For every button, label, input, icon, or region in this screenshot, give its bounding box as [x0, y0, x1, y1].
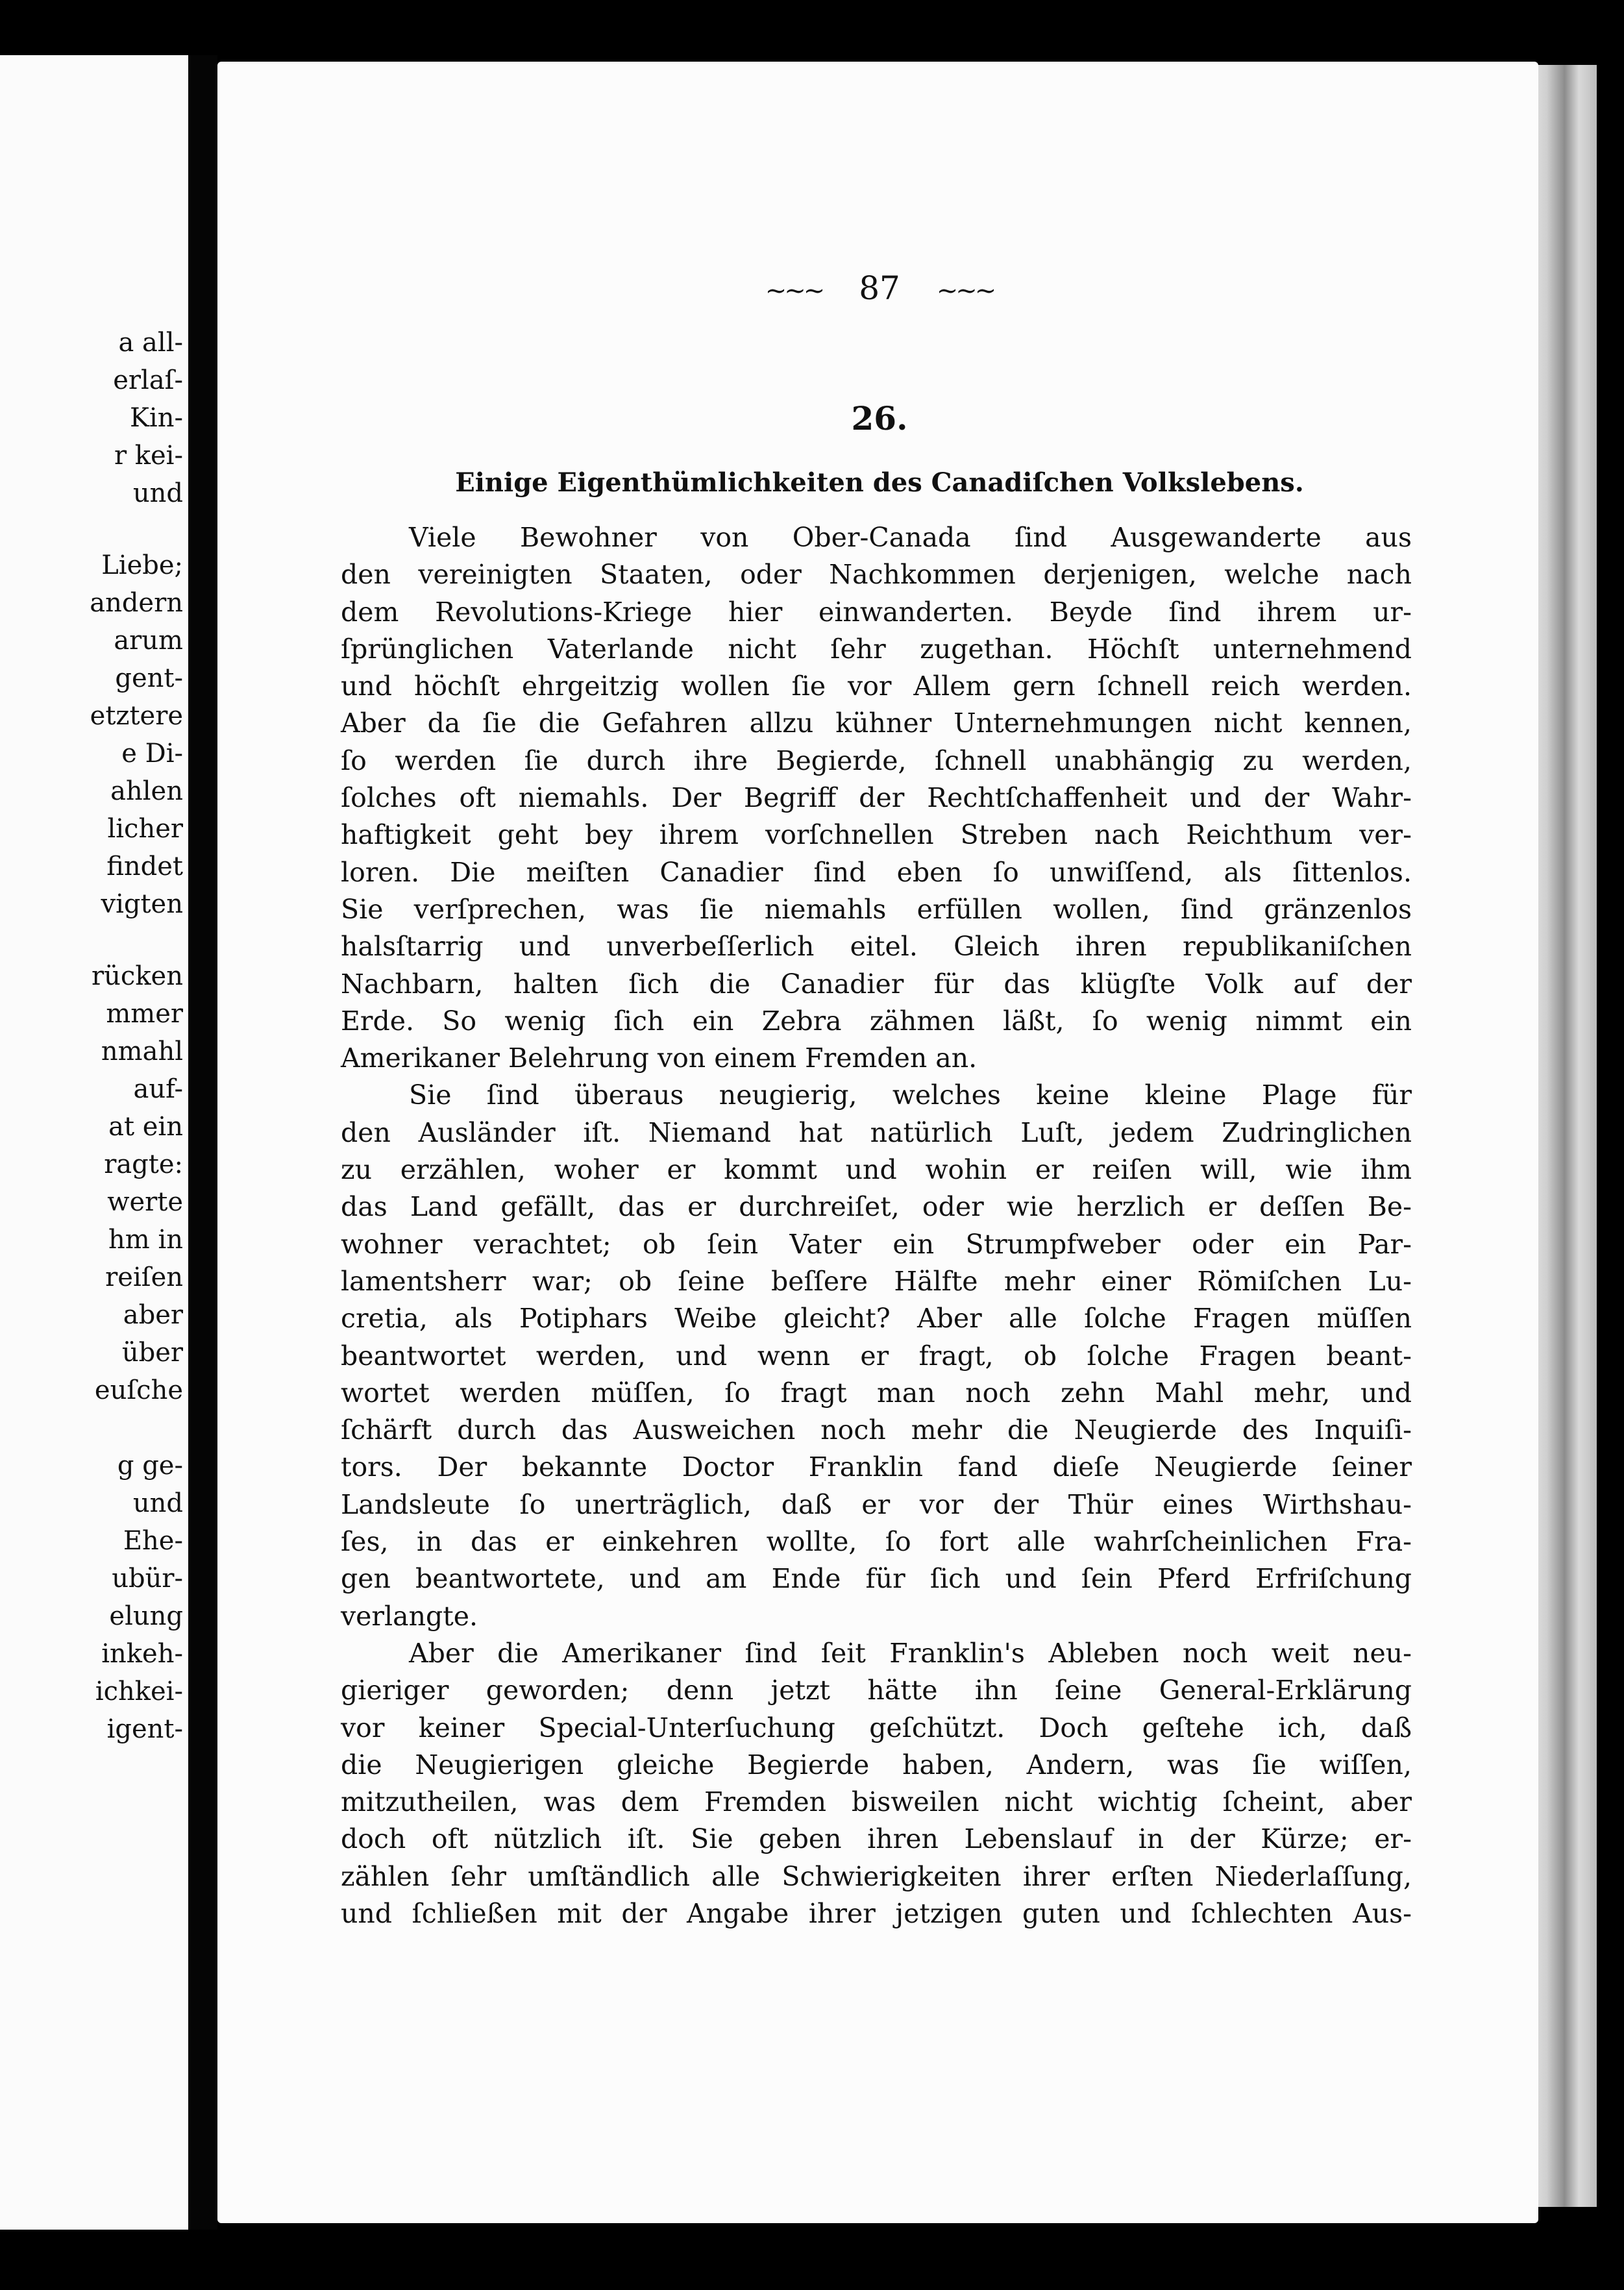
facing-page-line: über [121, 1338, 183, 1368]
text-line: Amerikaner Belehrung von einem Fremden an. [341, 1042, 978, 1074]
text-line: die Neugierigen gleiche Begierde haben, Andern, was ſie wiſſen, [341, 1749, 1412, 1780]
text-line: den vereinigten Staaten, oder Nachkommen derjenigen, welche nach [341, 559, 1412, 591]
facing-page-line: mmer [106, 999, 183, 1029]
text-line: gieriger geworden; denn jetzt hätte ihn ſeine General-Erklärung [341, 1675, 1412, 1706]
text-line: ſo werden ſie durch ihre Begierde, ſchnell unabhängig zu werden, [341, 745, 1412, 776]
facing-page-line: igent- [106, 1714, 183, 1744]
text-line: lamentsherr war; ob ſeine beſſere Hälfte mehr einer Römiſchen Lu- [341, 1265, 1412, 1297]
facing-page-line: andern [90, 588, 183, 618]
text-line: Sie ſind überaus neugierig, welches keine kleine Plage für [409, 1079, 1412, 1111]
text-line: mitzutheilen, was dem Fremden bisweilen nicht wichtig ſcheint, aber [341, 1786, 1412, 1818]
text-line: ſes, in das er einkehren wollte, ſo fort alle wahrſcheinlichen Fra- [341, 1526, 1412, 1558]
text-line: ſprünglichen Vaterlande nicht ſehr zugethan. Höchſt unternehmend [341, 633, 1412, 665]
text-line: cretia, als Potiphars Weibe gleicht? Aber alle ſolche Fragen müſſen [341, 1303, 1412, 1335]
facing-page-line: at ein [108, 1112, 183, 1142]
facing-page-line: g ge- [117, 1451, 183, 1481]
text-line: zu erzählen, woher er kommt und wohin er reiſen will, wie ihm [341, 1154, 1412, 1186]
text-line: loren. Die meiſten Canadier ſind eben ſo unwiſſend, als ſittenlos. [341, 856, 1412, 888]
facing-page-line: elung [109, 1601, 183, 1631]
facing-page-line: und [132, 1488, 183, 1518]
facing-page [0, 55, 188, 2230]
facing-page-line: rücken [92, 961, 183, 991]
text-line: zählen ſehr umſtändlich alle Schwierigkeiten ihrer erſten Niederlaſſung, [341, 1860, 1412, 1892]
facing-page-line: Kin- [130, 403, 183, 433]
facing-page-line: euſche [94, 1375, 183, 1405]
text-line: Erde. So wenig ſich ein Zebra zähmen läßt, ſo wenig nimmt ein [341, 1005, 1412, 1037]
section-number: 26. [851, 399, 908, 437]
facing-page-line: Liebe; [101, 550, 183, 580]
facing-page-line: inkeh- [101, 1639, 183, 1669]
facing-page-line: und [132, 478, 183, 508]
text-line: tors. Der bekannte Doctor Franklin fand dieſe Neugierde ſeiner [341, 1451, 1412, 1483]
text-line: verlangte. [341, 1600, 478, 1632]
text-line: ſolches oft niemahls. Der Begriff der Rechtſchaffenheit und der Wahr- [341, 782, 1412, 814]
facing-page-line: findet [106, 852, 183, 881]
facing-page-line: auf- [133, 1074, 183, 1104]
text-line: wortet werden müſſen, ſo fragt man noch zehn Mahl mehr, und [341, 1377, 1412, 1409]
facing-page-line: nmahl [101, 1037, 183, 1066]
text-line: das Land gefällt, das er durchreiſet, oder wie herzlich er deſſen Be- [341, 1191, 1412, 1223]
text-line: beantwortet werden, und wenn er fragt, ob ſolche Fragen beant- [341, 1340, 1412, 1372]
text-line: Aber da ſie die Gefahren allzu kühner Unternehmungen nicht kennen, [341, 708, 1412, 739]
facing-page-line: hm in [108, 1225, 183, 1255]
facing-page-line: ragte: [104, 1150, 183, 1179]
book-page [217, 62, 1538, 2223]
facing-page-line: aber [123, 1300, 183, 1330]
text-line: Viele Bewohner von Ober-Canada ſind Ausgewanderte aus [409, 522, 1412, 553]
facing-page-line: a all- [118, 328, 183, 358]
text-line: halsſtarrig und unverbeſſerlich eitel. Gleich ihren republikaniſchen [341, 931, 1412, 963]
body-text [341, 519, 1412, 1932]
ornament-left: ~~~ [765, 276, 823, 306]
facing-page-line: e Di- [121, 739, 183, 769]
facing-page-line: reiſen [105, 1262, 183, 1292]
facing-page-line: arum [114, 626, 183, 656]
text-line: wohner verachtet; ob ſein Vater ein Strumpfweber oder ein Par- [341, 1228, 1412, 1260]
facing-page-line: ichkei- [95, 1677, 183, 1706]
facing-page-line: ubür- [112, 1564, 183, 1594]
text-line: Aber die Amerikaner ſind ſeit Franklin's Ableben noch weit neu- [409, 1637, 1412, 1669]
book-gutter [188, 55, 217, 2230]
text-line: dem Revolutions-Kriege hier einwanderten. Beyde ſind ihrem ur- [341, 596, 1412, 628]
facing-page-line: gent- [115, 663, 183, 693]
facing-page-line: etztere [90, 701, 183, 731]
text-line: gen beantwortete, und am Ende für ſich und ſein Pferd Erfriſchung [341, 1563, 1412, 1595]
facing-page-line: vigten [101, 889, 183, 919]
ornament-right: ~~~ [936, 276, 994, 306]
text-line: ſchärft durch das Ausweichen noch mehr die Neugierde des Inquiſi- [341, 1414, 1412, 1446]
facing-page-line: ahlen [110, 776, 183, 806]
facing-page-line: r kei- [114, 441, 183, 471]
text-line: haftigkeit geht bey ihrem vorſchnellen Streben nach Reichthum ver- [341, 819, 1412, 851]
text-line: Sie verſprechen, was ſie niemahls erfüllen wollen, ſind gränzenlos [341, 893, 1412, 925]
page-number: 87 [859, 269, 900, 307]
text-line: den Ausländer iſt. Niemand hat natürlich Luſt, jedem Zudringlichen [341, 1116, 1412, 1148]
facing-page-line: erlaſ- [113, 365, 183, 395]
facing-page-line: Ehe- [123, 1526, 183, 1556]
section-title: Einige Eigenthümlichkeiten des Canadiſchen Volkslebens. [455, 467, 1304, 498]
text-line: und höchſt ehrgeitzig wollen ſie vor Allem gern ſchnell reich werden. [341, 671, 1412, 702]
page-header [685, 269, 1074, 307]
text-line: und ſchließen mit der Angabe ihrer jetzigen guten und ſchlechten Aus- [341, 1897, 1412, 1929]
text-line: vor keiner Special-Unterſuchung geſchützt. Doch geſtehe ich, daß [341, 1712, 1412, 1743]
facing-page-line: werte [107, 1187, 183, 1217]
facing-page-line: licher [107, 814, 183, 844]
text-line: Landsleute ſo unerträglich, daß er vor der Thür eines Wirthshau- [341, 1488, 1412, 1520]
text-line: Nachbarn, halten ſich die Canadier für das klügſte Volk auf der [341, 968, 1412, 1000]
text-line: doch oft nützlich iſt. Sie geben ihren Lebenslauf in der Kürze; er- [341, 1823, 1412, 1855]
